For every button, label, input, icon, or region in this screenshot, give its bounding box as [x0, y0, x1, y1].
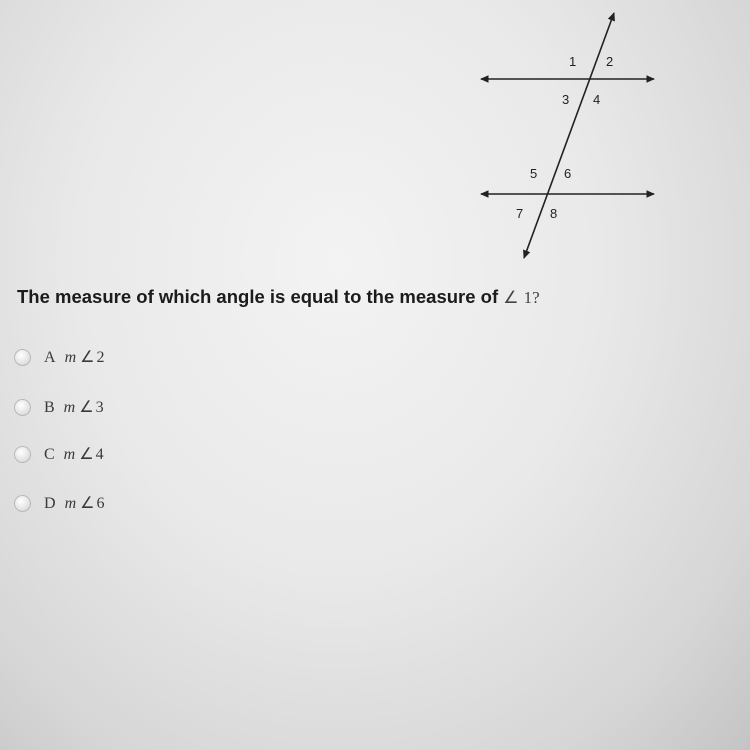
answer-option-c-label	[44, 444, 104, 464]
answer-option-d[interactable]	[14, 493, 104, 513]
angle-symbol: ∠	[80, 349, 95, 366]
angle-label-1: 1	[569, 54, 577, 69]
answer-option-b-label	[44, 397, 104, 417]
question-text	[17, 286, 540, 308]
option-measure-symbol: m	[64, 349, 77, 366]
angle-label-8: 8	[550, 206, 558, 221]
angle-symbol: ∠	[79, 446, 94, 463]
answer-option-b[interactable]	[14, 397, 104, 417]
option-letter: D	[44, 495, 56, 512]
angle-label-2: 2	[606, 54, 614, 69]
radio-button-b[interactable]	[14, 399, 31, 416]
option-letter: A	[44, 349, 56, 366]
option-measure-symbol: m	[63, 399, 76, 416]
angle-symbol: ∠	[79, 399, 94, 416]
angle-label-4: 4	[593, 92, 601, 107]
option-letter: C	[44, 446, 55, 463]
angle-label-6: 6	[564, 166, 572, 181]
answer-option-a-label	[44, 347, 104, 367]
angle-label-3: 3	[562, 92, 570, 107]
option-value: 2	[96, 349, 105, 366]
radio-button-a[interactable]	[14, 349, 31, 366]
option-value: 3	[95, 399, 104, 416]
angle-label-5: 5	[530, 166, 538, 181]
radio-button-c[interactable]	[14, 446, 31, 463]
answer-option-c[interactable]	[14, 444, 104, 464]
angle-symbol: ∠	[80, 495, 95, 512]
radio-button-d[interactable]	[14, 495, 31, 512]
parallel-lines-diagram	[470, 8, 665, 263]
question-angle-ref: 1?	[523, 288, 540, 307]
option-measure-symbol: m	[64, 495, 77, 512]
option-value: 4	[95, 446, 104, 463]
answer-option-a[interactable]	[14, 347, 104, 367]
answer-option-d-label	[44, 493, 104, 513]
angle-symbol: ∠	[503, 288, 519, 307]
angle-label-7: 7	[516, 206, 524, 221]
transversal-line	[524, 13, 614, 258]
option-value: 6	[96, 495, 105, 512]
question-prompt: The measure of which angle is equal to the measure of	[17, 286, 499, 307]
option-letter: B	[44, 399, 55, 416]
option-measure-symbol: m	[63, 446, 76, 463]
